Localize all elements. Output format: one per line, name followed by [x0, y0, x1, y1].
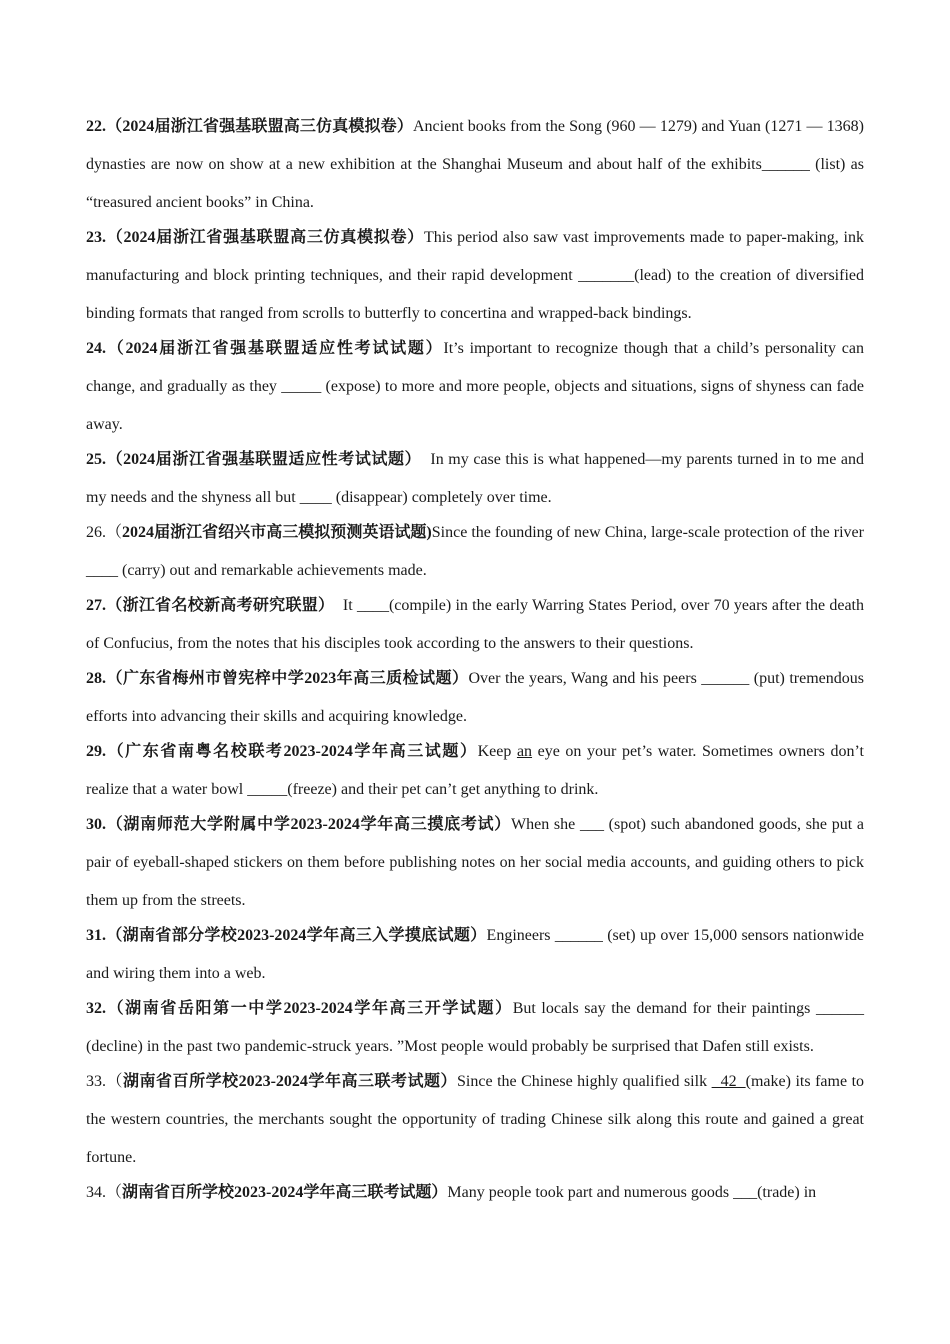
answer-blank: 42	[711, 1073, 746, 1090]
question-text: But locals say the demand for their paintings ______ (decline) in the past two pandemic-struck years. ”Most people would probably be surprised that Dafen still exists.	[86, 1000, 864, 1055]
question-source: （湖南省岳阳第一中学2023-2024学年高三开学试题）	[106, 1000, 513, 1017]
question-text: Since the Chinese highly qualified silk	[457, 1073, 712, 1090]
question-22	[86, 108, 864, 222]
question-33	[86, 1063, 864, 1177]
question-23	[86, 219, 864, 333]
question-number: 31.	[86, 927, 106, 944]
question-source: （广东省梅州市曾宪梓中学2023年高三质检试题）	[106, 670, 469, 687]
question-number: 33.（	[86, 1073, 124, 1090]
question-text: When she ___ (spot) such abandoned goods, she put a pair of eyeball-shaped stickers on them before publishing notes on her social media accounts, and guiding others to pick them up from the streets.	[86, 816, 864, 909]
question-text: Over the years, Wang and his peers ______ (put) tremendous efforts into advancing their skills and acquiring knowledge.	[86, 670, 864, 725]
question-source: （广东省南粤名校联考2023-2024学年高三试题）	[106, 743, 478, 760]
underlined-word: an	[516, 743, 533, 760]
question-28	[86, 660, 864, 736]
question-number: 26.（	[86, 524, 123, 541]
question-list	[86, 108, 868, 1209]
question-25	[86, 441, 868, 517]
question-32	[86, 990, 864, 1066]
question-text-continued: (make) its fame to the western countries, the merchants sought the opportunity of trading Chinese silk along this route and gained a great fortune.	[86, 1073, 865, 1166]
question-source: （2024届浙江省强基联盟适应性考试试题）	[106, 451, 422, 468]
question-text: Engineers ______ (set) up over 15,000 sensors nationwide and wiring them into a web.	[86, 927, 864, 982]
question-text: Many people took part and numerous goods ___(trade) in	[447, 1184, 817, 1201]
question-text: It ____(compile) in the early Warring States Period, over 70 years after the death of Confucius, from the notes that his disciples took according to the answers to their questions.	[86, 597, 868, 652]
question-source: （2024届浙江省强基联盟高三仿真模拟卷）	[106, 229, 424, 246]
question-source: （湖南省部分学校2023-2024学年高三入学摸底试题）	[106, 927, 487, 944]
question-source: 湖南省百所学校2023-2024学年高三联考试题）	[123, 1073, 458, 1090]
question-number: 29.	[86, 743, 106, 760]
question-number: 24.	[86, 340, 106, 357]
question-number: 34.（	[86, 1184, 123, 1201]
question-source: （湖南师范大学附属中学2023-2024学年高三摸底考试）	[106, 816, 511, 833]
question-24	[86, 330, 864, 444]
question-text: In my case this is what happened—my parents turned in to me and my needs and the shyness all but ____ (disappear) completely over time.	[86, 451, 868, 506]
question-source: 2024届浙江省绍兴市高三模拟预测英语试题)	[122, 524, 432, 541]
question-text: Ancient books from the Song (960 — 1279) and Yuan (1271 — 1368) dynasties are now on show at a new exhibition at the Shanghai Museum and about half of the exhibits______ (list) as “treasured ancient books” in China.	[86, 118, 864, 211]
question-number: 23.	[86, 229, 106, 246]
question-27	[86, 587, 868, 663]
question-text: This period also saw vast improvements made to paper-making, ink manufacturing and block printing techniques, and their rapid development _______(lead) to the creation of diversified binding formats that ranged from scrolls to butterfly to concertina and wrapped-back bindings.	[86, 229, 864, 322]
question-29	[86, 733, 864, 809]
question-source: （2024届浙江省强基联盟适应性考试试题）	[106, 340, 444, 357]
question-text-continued: eye on your pet’s water. Sometimes owners don’t realize that a water bowl _____(freeze) and their pet can’t get anything to drink.	[86, 743, 864, 798]
question-source: （浙江省名校新高考研究联盟）	[106, 597, 335, 614]
question-source: 湖南省百所学校2023-2024学年高三联考试题）	[122, 1184, 448, 1201]
question-31	[86, 917, 864, 993]
question-number: 22.	[86, 118, 106, 135]
question-source: （2024届浙江省强基联盟高三仿真模拟卷）	[106, 118, 413, 135]
question-text: Since the founding of new China, large-scale protection of the river ____ (carry) out and remarkable achievements made.	[86, 524, 864, 579]
question-text: Keep	[477, 743, 517, 760]
question-number: 28.	[86, 670, 106, 687]
question-number: 32.	[86, 1000, 106, 1017]
question-text: It’s important to recognize though that a child’s personality can change, and gradually as they _____ (expose) to more and more people, objects and situations, signs of shyness can fade away.	[86, 340, 864, 433]
question-30	[86, 806, 864, 920]
question-number: 27.	[86, 597, 106, 614]
question-26	[86, 514, 864, 590]
question-34	[86, 1174, 864, 1212]
question-number: 30.	[86, 816, 106, 833]
question-number: 25.	[86, 451, 106, 468]
